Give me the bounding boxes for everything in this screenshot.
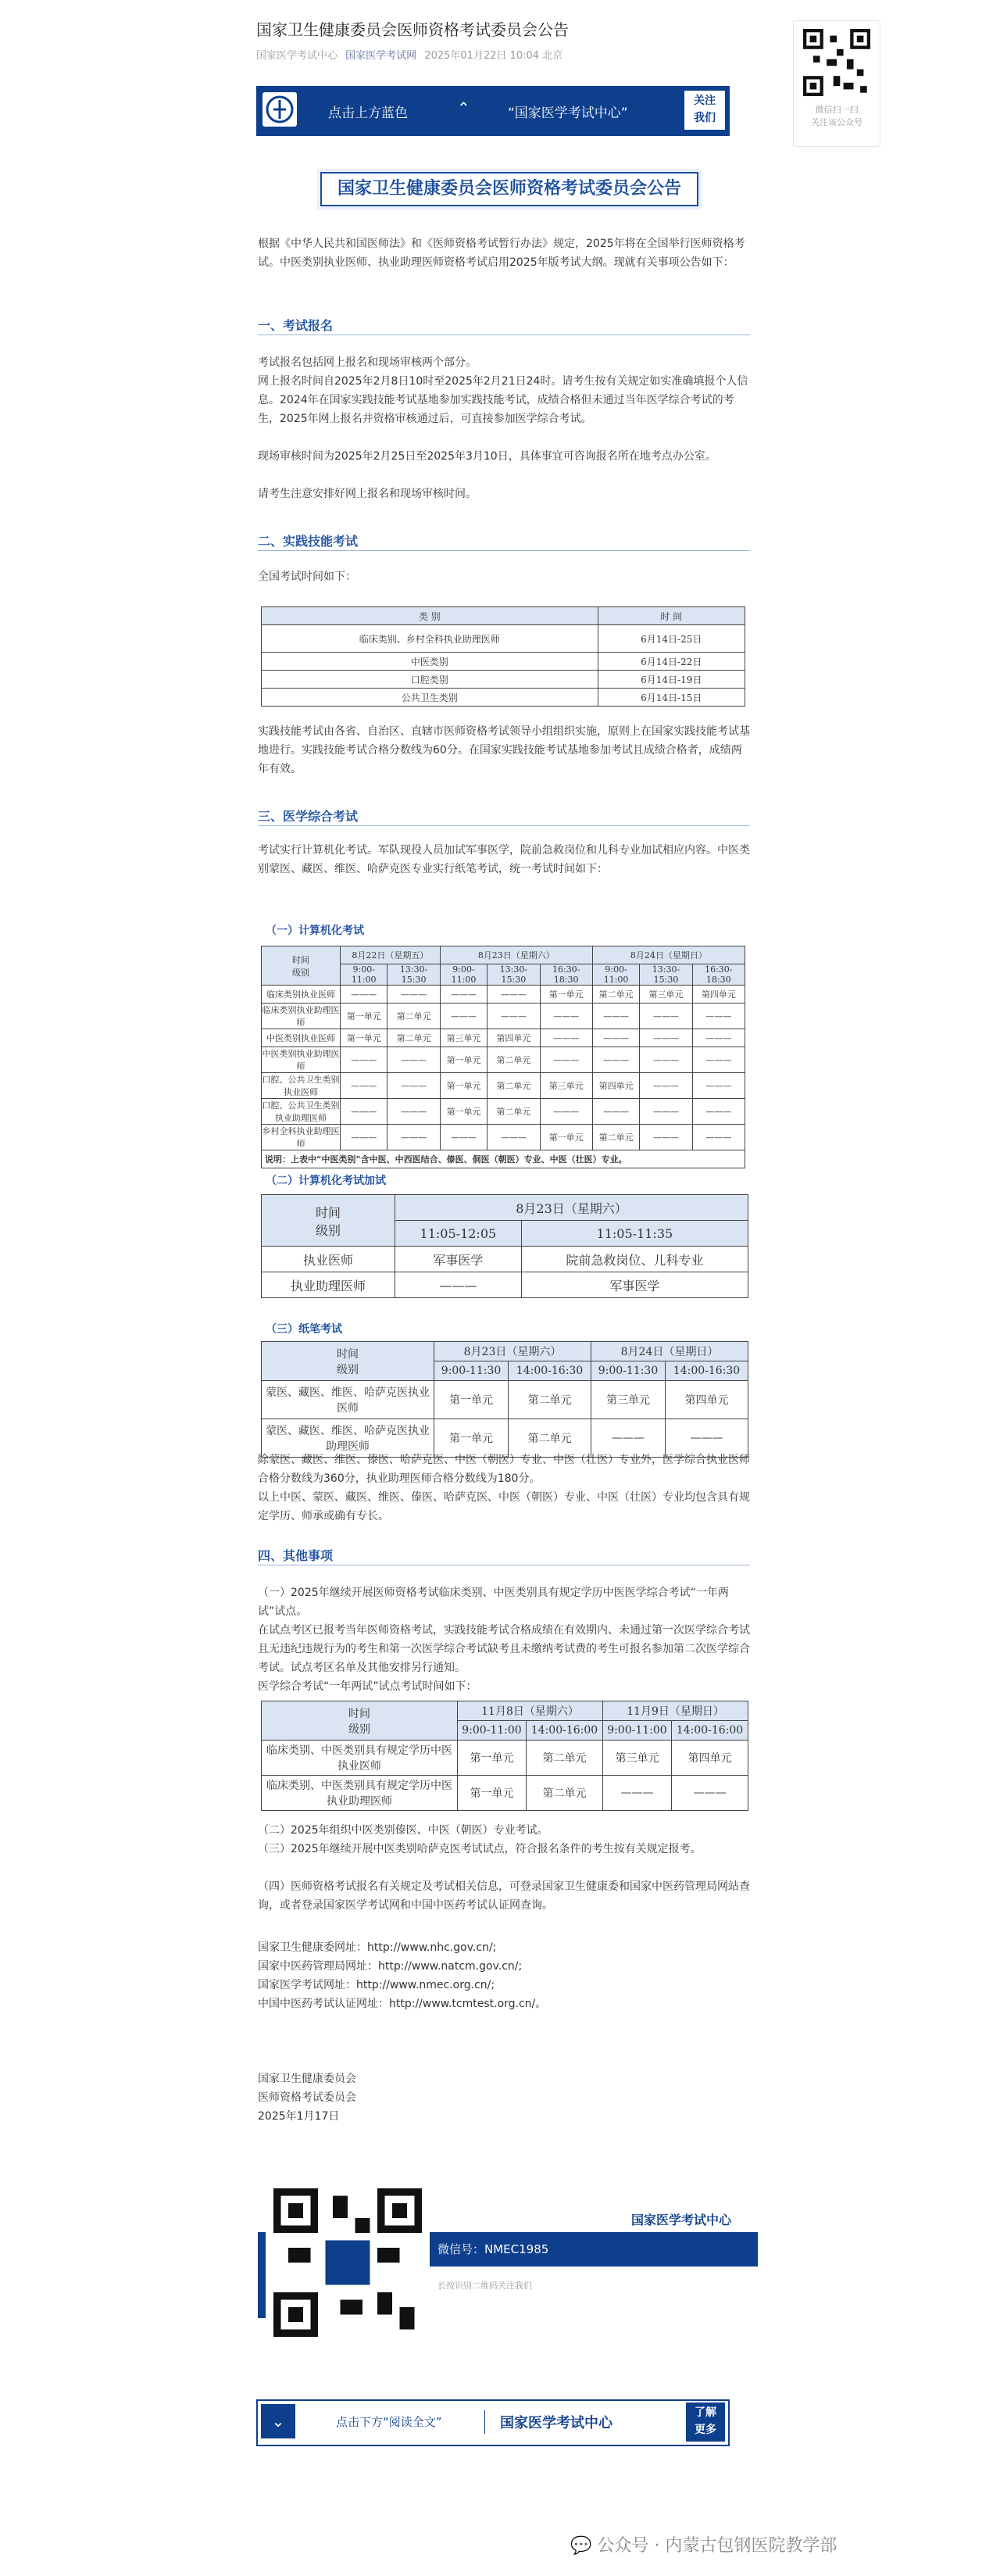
chevron-up-icon: ⌃: [457, 98, 470, 117]
qr-caption: 微信扫一扫: [815, 105, 859, 115]
follow-button[interactable]: 关注 我们: [684, 91, 725, 130]
paragraph: 在试点考区已报考当年医师资格考试，实践技能考试合格成绩在有效期内、未通过第一次医学综合考试且无违纪违规行为的考生和第一次医学综合考试缺考且未缴纳考试费的考生可报名参加第二次医学综合考试。试点考区名单及其他安排另行通知。: [258, 1624, 750, 1674]
table-row: 执业助理医师 ——— 军事医学: [262, 1272, 748, 1298]
signature: 国家卫生健康委员会: [258, 2073, 356, 2085]
table-row: 蒙医、藏医、维医、哈萨克医执业助理医师 第一单元 第二单元 ——— ———: [262, 1419, 748, 1458]
intro: 根据《中华人民共和国医师法》和《医师资格考试暂行办法》规定，2025年将在全国举行医师资格考试。中医类别执业医师、执业助理医师资格考试启用2025年版考试大纲。现就有关事项公告如下：: [258, 238, 745, 269]
datetime: 2025年01月22日 10:04: [424, 50, 540, 62]
learn-more-button[interactable]: 了解 更多: [686, 2402, 725, 2442]
paragraph: 除蒙医、藏医、维医、傣医、哈萨克医、中医（朝医）专业、中医（壮医）专业外，医学综合执业医师合格分数线为360分，执业助理医师合格分数线为180分。: [258, 1454, 750, 1485]
paragraph: 现场审核时间为2025年2月25日至2025年3月10日，具体事宜可咨询报名所在地考点办公室。: [258, 450, 716, 463]
decor-bar: [258, 2232, 266, 2318]
table-row: 口腔、公共卫生类别执业医师 ——— ——— 第一单元 第二单元 第三单元 第四单元 ——— ———: [262, 1073, 745, 1099]
chevron-down-icon: ⌄: [261, 2404, 295, 2438]
computer-extra-table: 时间 级别 8月23日（星期六） 11:05-12:05 11:05-11:35 执业医师 军事医学 院前急救岗位、儿科专业 执业助理医师 ——— 军事医学: [261, 1194, 748, 1298]
logo-icon: [262, 92, 297, 127]
table-row: 乡村全科执业助理医师 ——— ——— ——— ——— 第一单元 第二单元 ——— ———: [262, 1125, 745, 1150]
table-row: 中医类别执业助理医师 ——— ——— 第一单元 第二单元 ——— ——— ——— ———: [262, 1047, 745, 1073]
qr-code-icon: [273, 2188, 422, 2337]
section-divider: [258, 550, 750, 551]
doc-title: 国家卫生健康委员会医师资格考试委员会公告: [320, 172, 698, 206]
footer-wechat: 微信号：NMEC1985: [430, 2232, 758, 2267]
table-row: 临床类别执业医师 ——— ——— ——— ——— 第一单元 第二单元 第三单元 第四单元: [262, 986, 745, 1004]
table-row: 蒙医、藏医、维医、哈萨克医执业医师 第一单元 第二单元 第三单元 第四单元: [262, 1381, 748, 1419]
banner-text: 点击下方“阅读全文”: [336, 2415, 442, 2429]
subsection-title: （一）计算机化考试: [266, 925, 364, 937]
section-title: 二、实践技能考试: [258, 534, 359, 549]
location: 北京: [542, 50, 563, 62]
paragraph: 医学综合考试“一年两试”试点考试时间如下：: [258, 1680, 477, 1693]
table-row: 临床类别执业助理医师 第一单元 第二单元 ——— ——— ——— ——— ——— ———: [262, 1004, 745, 1029]
footer-hint: 长按识别二维码关注我们: [438, 2281, 532, 2291]
table-row: 执业医师 军事医学 院前急救岗位、儿科专业: [262, 1247, 748, 1272]
table-row: 临床类别、中医类别具有规定学历中医执业医师 第一单元 第二单元 第三单元 第四单元: [262, 1741, 748, 1776]
paragraph: （三）2025年继续开展中医类别哈萨克医考试试点，符合报名条件的考生按有关规定报考。: [258, 1843, 702, 1855]
table-row: 中医类别执业医师 第一单元 第二单元 第三单元 第四单元 ——— ——— ——— ———: [262, 1029, 745, 1047]
banner-text: 点击上方蓝色: [328, 106, 408, 121]
table-row: 临床类别、乡村全科执业助理医师 6月14日-25日: [262, 625, 745, 653]
paragraph: 网上报名时间自2025年2月8日10时至2025年2月21日24时。请考生按有关规定如实准确填报个人信息。2024年在国家实践技能考试基地参加实践技能考试，成绩合格但未通过当年医学综合考试的考生，2025年网上报名并资格审核通过后，可直接参加医学综合考试。: [258, 375, 748, 425]
top-banner[interactable]: [256, 86, 730, 136]
link-text[interactable]: 国家中医药管理局网址：http://www.natcm.gov.cn/;: [258, 1960, 523, 1973]
qr-code-icon: [803, 29, 870, 96]
paragraph: （四）医师资格考试报名有关规定及考试相关信息，可登录国家卫生健康委和国家中医药管理局网站查询，或者登录国家医学考试网和中国中医药考试认证网查询。: [258, 1880, 750, 1912]
table-row: 口腔类别 6月14日-19日: [262, 671, 745, 689]
subsection-title: （二）计算机化考试加试: [266, 1175, 386, 1187]
watermark: 💬 公众号 · 内蒙古包钢医院教学部: [570, 2536, 838, 2556]
table-row: 公共卫生类别 6月14日-15日: [262, 689, 745, 707]
paragraph: 考试实行计算机化考试。军队现役人员加试军事医学，院前急救岗位和儿科专业加试相应内容。中医类别蒙医、藏医、维医、哈萨克医专业实行纸笔考试，统一考试时间如下：: [258, 844, 750, 875]
footer-name: 国家医学考试中心: [631, 2213, 732, 2227]
two-exam-table: 时间 级别 11月8日（星期六） 11月9日（星期日） 9:00-11:00 14:00-16:00 9:00-11:00 14:00-16:00 临床类别、中医类别具有规定学历中医执业医师 第一单元 第二单元 第三单元 第四单元 临床类别、中医类别具有规定学历中医执业助理医师 第一单元 第二单元 ——— ———: [261, 1701, 748, 1811]
paragraph: 实践技能考试由各省、自治区、直辖市医师资格考试领导小组组织实施，原则上在国家实践技能考试基地进行。实践技能考试合格分数线为60分。在国家实践技能考试基地参加考试且成绩合格者，成绩两年有效。: [258, 725, 750, 775]
section-title: 三、医学综合考试: [258, 809, 359, 824]
read-more-banner[interactable]: [256, 2399, 730, 2446]
paragraph: 请考生注意安排好网上报名和现场审核时间。: [258, 488, 477, 500]
subsection-title: （三）纸笔考试: [266, 1323, 342, 1336]
link-text[interactable]: 国家卫生健康委网址：http://www.nhc.gov.cn/;: [258, 1941, 497, 1954]
skills-exam-table: 类 别 时 间 临床类别、乡村全科执业助理医师 6月14日-25日 中医类别 6月14日-22日 口腔类别 6月14日-19日 公共卫生类别 6月14日-15日: [261, 606, 745, 707]
qr-caption: 关注该公众号: [811, 117, 862, 127]
wechat-icon: 💬: [570, 2536, 592, 2556]
divider: [484, 2410, 485, 2434]
paragraph: 以上中医、蒙医、藏医、维医、傣医、哈萨克医、中医（朝医）专业、中医（壮医）专业均包含具有规定学历、师承或确有专长。: [258, 1491, 750, 1522]
paragraph: （一）2025年继续开展医师资格考试临床类别、中医类别具有规定学历中医医学综合考试“一年两试”试点。: [258, 1587, 729, 1618]
section-title: 一、考试报名: [258, 318, 334, 333]
banner-account: “国家医学考试中心”: [508, 106, 628, 121]
signature: 医师资格考试委员会: [258, 2091, 356, 2104]
paper-exam-table: 时间 级别 8月23日（星期六） 8月24日（星期日） 9:00-11:30 14:00-16:30 9:00-11:30 14:00-16:30 蒙医、藏医、维医、哈萨克医执业医师 第一单元 第二单元 第三单元 第四单元 蒙医、藏医、维医、哈萨克医执业助理医师 第一单元 第二单元 ——— ———: [261, 1341, 748, 1458]
article-meta: [256, 47, 562, 62]
table-row: 口腔、公共卫生类别执业助理医师 ——— ——— 第一单元 第二单元 ——— ——— ——— ———: [262, 1099, 745, 1125]
paragraph: 全国考试时间如下：: [258, 571, 356, 583]
account-link[interactable]: 国家医学考试网: [345, 50, 417, 62]
computer-exam-table: 时间 级别 8月22日（星期五） 8月23日（星期六） 8月24日（星期日） 9:00-11:00 13:30-15:30 9:00-11:00 13:30-15:30 16:30-18:30 9:00-11:00 13:30-15:30 16:30-18:30 临床类别执业医师 ——— ——— ——— ——— 第一单元 第二单元 第三单元 第四单元 临床类别执业助理医师 第一单元 第二单元 ——— ——— ——— ——— ——— ——— 中医类别执业医师 第一单元 第二单元 第三单元 第四单元 ——— ——— ——— ——— 中医类别执业助理医师 ——— ——— 第一单元 第二单元 ——— ——— ——— ——— 口腔、公共卫生类别执业医师 ——— ——— 第一单元 第二单元 第三单元 第四单元 ——— ——— 口腔、公共卫生类别执业助理医师 ——— ——— 第一单元 第二单元 ——— ——— ——— ——— 乡村全科执业助理医师 ——— ——— ——— ——— 第一单元 第二单元 ——— ——— 说明：上表中“中医类别”含中医、中西医结合、傣医、侗医（朝医）专业、中医（壮医）专业。: [261, 946, 745, 1168]
link-text[interactable]: 国家医学考试网址：http://www.nmec.org.cn/;: [258, 1979, 495, 1991]
section-title: 四、其他事项: [258, 1548, 334, 1563]
table-row: 中医类别 6月14日-22日: [262, 653, 745, 671]
side-qr-panel[interactable]: [793, 20, 880, 147]
footer-qr-card: [258, 2188, 758, 2345]
paragraph: （二）2025年组织中医类别傣医、中医（朝医）专业考试。: [258, 1824, 548, 1837]
link-text[interactable]: 中国中医药考试认证网址：http://www.tcmtest.org.cn/。: [258, 1998, 547, 2010]
signature-date: 2025年1月17日: [258, 2110, 340, 2123]
table-note: 说明：上表中“中医类别”含中医、中西医结合、傣医、侗医（朝医）专业、中医（壮医）专业。: [262, 1150, 745, 1168]
banner-name: 国家医学考试中心: [500, 2415, 612, 2431]
article-title: 国家卫生健康委员会医师资格考试委员会公告: [256, 20, 569, 39]
section-divider: [258, 825, 750, 826]
paragraph: 考试报名包括网上报名和现场审核两个部分。: [258, 356, 477, 369]
source: 国家医学考试中心: [256, 50, 338, 62]
table-row: 临床类别、中医类别具有规定学历中医执业助理医师 第一单元 第二单元 ——— ———: [262, 1776, 748, 1811]
